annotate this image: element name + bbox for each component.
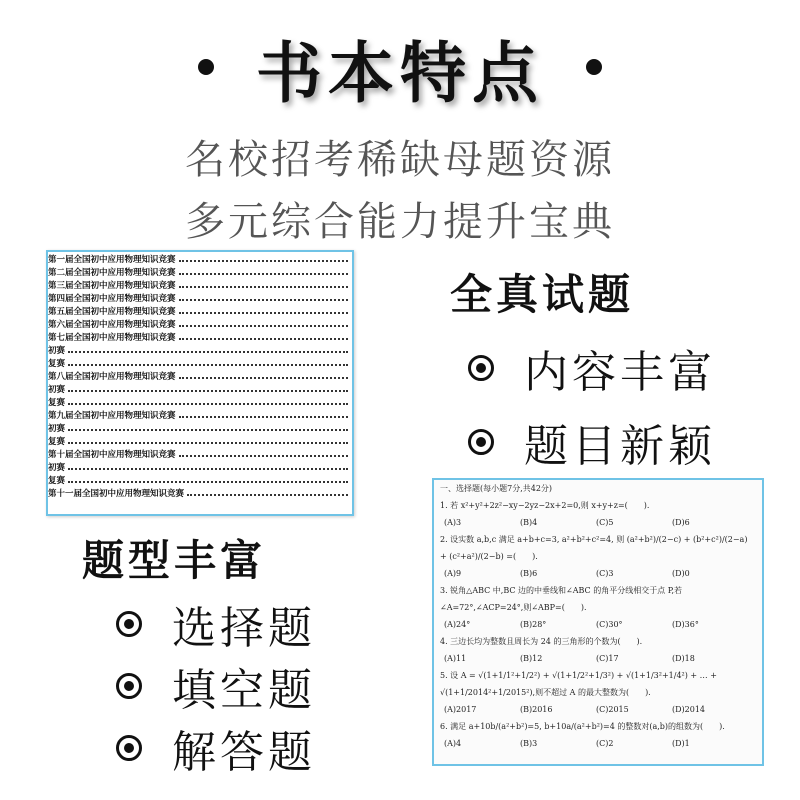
- exam-option: (C)17: [596, 654, 619, 663]
- toc-dot-leader: [68, 464, 348, 470]
- exam-text-line: ∠A=72°,∠ACP=24°,则∠ABP=( ).: [440, 603, 587, 612]
- exam-text-line: 1. 若 x²+y²+2z²−xy−2yz−2x+2=0,则 x+y+z=( ).: [440, 501, 650, 510]
- exam-option: (C)2015: [596, 705, 629, 714]
- exam-option: (A)24°: [444, 620, 471, 629]
- toc-dot-leader: [179, 334, 348, 340]
- exam-option: (A)11: [444, 654, 467, 663]
- bullet-item: [468, 410, 716, 474]
- exam-options-row: [434, 514, 762, 531]
- toc-dot-leader: [179, 373, 348, 379]
- exam-option: (B)28°: [520, 620, 547, 629]
- exam-option: (A)2017: [444, 705, 477, 714]
- exam-option: (B)2016: [520, 705, 553, 714]
- toc-line-label: 第五届全国初中应用物理知识竞赛: [48, 306, 176, 317]
- exam-options-row: [434, 735, 762, 752]
- exam-option: (A)9: [444, 569, 462, 578]
- toc-line: [48, 330, 352, 343]
- toc-line: [48, 304, 352, 317]
- toc-line-label: 初赛: [48, 384, 66, 395]
- toc-line-label: 第三届全国初中应用物理知识竞赛: [48, 280, 176, 291]
- toc-line-label: 第二届全国初中应用物理知识竞赛: [48, 267, 176, 278]
- toc-line: [48, 486, 352, 499]
- toc-line-label: 复赛: [48, 397, 66, 408]
- exam-option: (D)0: [672, 569, 690, 578]
- toc-line-label: 第一届全国初中应用物理知识竞赛: [48, 254, 176, 265]
- exam-text-line: √(1+1/2014²+1/2015²),则不超过 A 的最大整数为( ).: [440, 688, 651, 697]
- toc-line-label: 第十届全国初中应用物理知识竞赛: [48, 449, 176, 460]
- exam-option: (A)4: [444, 739, 462, 748]
- exam-option: (D)18: [672, 654, 695, 663]
- toc-line: [48, 343, 352, 356]
- toc-dot-leader: [68, 477, 348, 483]
- toc-line-label: 复赛: [48, 475, 66, 486]
- toc-line: [48, 278, 352, 291]
- toc-line: [48, 395, 352, 408]
- page-title: 书本特点: [256, 33, 544, 112]
- toc-line: [48, 460, 352, 473]
- exam-options-row: [434, 616, 762, 633]
- toc-dot-leader: [68, 386, 348, 392]
- toc-dot-leader: [68, 360, 348, 366]
- title-left-dot: [198, 59, 214, 75]
- bullet-icon: [116, 735, 142, 761]
- toc-line-label: 复赛: [48, 358, 66, 369]
- toc-line-label: 第十一届全国初中应用物理知识竞赛: [48, 488, 185, 499]
- bullet-item: [468, 336, 716, 400]
- toc-line-label: 复赛: [48, 436, 66, 447]
- toc-line: [48, 369, 352, 382]
- exam-text-line: 5. 设 A = √(1+1/1²+1/2²) + √(1+1/2²+1/3²) + √(1+1/3²+1/4²) + … +: [440, 671, 717, 680]
- bullet-text: 选择题: [172, 603, 316, 654]
- toc-line-label: 第六届全国初中应用物理知识竞赛: [48, 319, 176, 330]
- bullet-icon: [116, 673, 142, 699]
- toc-dot-leader: [68, 438, 348, 444]
- exam-option: (D)2014: [672, 705, 706, 714]
- toc-dot-leader: [179, 295, 348, 301]
- exam-options-row: [434, 565, 762, 582]
- exam-options-row: [434, 701, 762, 718]
- toc-line: [48, 356, 352, 369]
- bullet-icon: [116, 611, 142, 637]
- toc-dot-leader: [179, 451, 348, 457]
- toc-dot-leader: [179, 269, 348, 275]
- exam-text-line: 2. 设实数 a,b,c 满足 a+b+c=3, a²+b²+c²=4, 则 (a²+b²)/(2−c) + (b²+c²)/(2−a): [440, 535, 748, 544]
- exam-sample-image: [432, 478, 764, 766]
- bullet-item: [116, 592, 316, 656]
- exam-option: (D)1: [672, 739, 690, 748]
- exam-option: (D)6: [672, 518, 690, 527]
- toc-line-label: 初赛: [48, 462, 66, 473]
- bullet-text: 题目新颖: [524, 421, 716, 472]
- subtitle-line-2: 多元综合能力提升宝典: [185, 199, 615, 245]
- toc-line-label: 初赛: [48, 423, 66, 434]
- toc-line: [48, 447, 352, 460]
- toc-dot-leader: [179, 321, 348, 327]
- title-right-dot: [586, 59, 602, 75]
- toc-line: [48, 252, 352, 265]
- toc-dot-leader: [68, 399, 348, 405]
- table-of-contents-image: [46, 250, 354, 516]
- toc-dot-leader: [179, 282, 348, 288]
- toc-dot-leader: [179, 412, 348, 418]
- bullet-item: [116, 654, 316, 718]
- toc-line: [48, 473, 352, 486]
- exam-text-line: + (c²+a²)/(2−b) =( ).: [440, 552, 538, 561]
- exam-option: (B)12: [520, 654, 543, 663]
- bullet-icon: [468, 429, 494, 455]
- toc-line: [48, 408, 352, 421]
- toc-dot-leader: [68, 347, 348, 353]
- bullet-text: 解答题: [172, 727, 316, 778]
- toc-line: [48, 434, 352, 447]
- exam-option: (C)5: [596, 518, 614, 527]
- bullet-text: 填空题: [172, 665, 316, 716]
- toc-line: [48, 382, 352, 395]
- section-heading-question-types: 题型丰富: [82, 536, 267, 585]
- exam-text-line: 一、选择题(每小题7分,共42分): [440, 484, 553, 493]
- section-heading-real-exams: 全真试题: [450, 270, 635, 319]
- exam-option: (C)3: [596, 569, 614, 578]
- toc-dot-leader: [68, 425, 348, 431]
- bullet-icon: [468, 355, 494, 381]
- bullet-text: 内容丰富: [524, 347, 716, 398]
- exam-text-line: 4. 三边长均为整数且周长为 24 的三角形的个数为( ).: [440, 637, 643, 646]
- exam-option: (C)30°: [596, 620, 623, 629]
- toc-line: [48, 291, 352, 304]
- toc-dot-leader: [179, 308, 348, 314]
- toc-line: [48, 317, 352, 330]
- toc-line-label: 初赛: [48, 345, 66, 356]
- exam-options-row: [434, 650, 762, 667]
- subtitle-line-1: 名校招考稀缺母题资源: [185, 137, 615, 183]
- toc-line: [48, 421, 352, 434]
- exam-option: (D)36°: [672, 620, 699, 629]
- toc-dot-leader: [179, 256, 348, 262]
- title-row: [0, 22, 800, 112]
- bullet-item: [116, 716, 316, 780]
- exam-text-line: 3. 锐角△ABC 中,BC 边的中垂线和∠ABC 的角平分线相交于点 P,若: [440, 586, 683, 595]
- exam-text-line: 6. 满足 a+10b/(a²+b²)=5, b+10a/(a²+b²)=4 的整数对(a,b)的组数为( ).: [440, 722, 725, 731]
- toc-dot-leader: [187, 490, 348, 496]
- exam-option: (C)2: [596, 739, 614, 748]
- toc-line-label: 第七届全国初中应用物理知识竞赛: [48, 332, 176, 343]
- exam-option: (B)6: [520, 569, 538, 578]
- exam-option: (B)3: [520, 739, 538, 748]
- toc-line-label: 第四届全国初中应用物理知识竞赛: [48, 293, 176, 304]
- exam-option: (B)4: [520, 518, 538, 527]
- toc-line: [48, 265, 352, 278]
- toc-line-label: 第八届全国初中应用物理知识竞赛: [48, 371, 176, 382]
- toc-line-label: 第九届全国初中应用物理知识竞赛: [48, 410, 176, 421]
- exam-option: (A)3: [444, 518, 462, 527]
